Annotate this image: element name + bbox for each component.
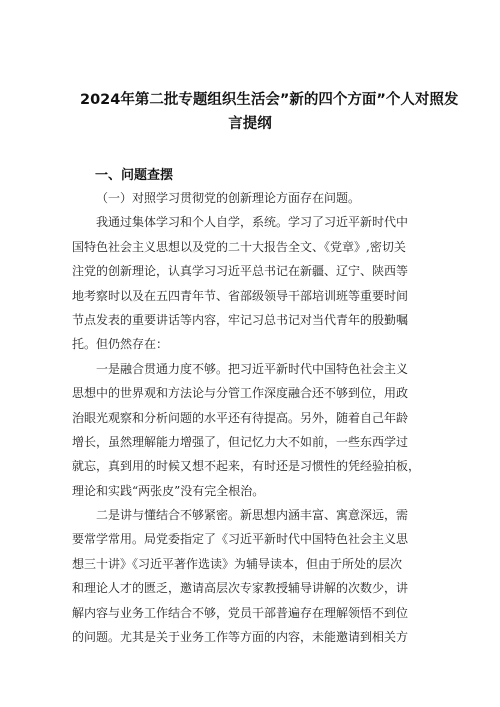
paragraph-line: 我通过集体学习和个人自学，系统。学习了习近平新时代中 bbox=[96, 215, 409, 230]
paragraph-line: 托。但仍然存在： bbox=[72, 337, 169, 352]
paragraph-line: 节点发表的重要讲话等内容，牢记习总书记对当代青年的殷勤嘱 bbox=[72, 312, 409, 327]
document-body bbox=[72, 186, 432, 649]
paragraph-line: 注党的创新理论，认真学习习近平总书记在新疆、辽宁、陕西等 bbox=[72, 264, 409, 279]
paragraph-line: 二是讲与懂结合不够紧密。新思想内涵丰富、寓意深远，需 bbox=[96, 508, 409, 523]
subsection-heading: （一）对照学习贯彻党的创新理论方面存在问题。 bbox=[96, 191, 361, 205]
paragraph-line: 解内容与业务工作结合不够，党员干部普遍存在理解领悟不到位 bbox=[72, 605, 409, 620]
paragraph-line: 增长，虽然理解能力增强了，但记忆力大不如前，一些东西学过 bbox=[72, 434, 409, 449]
paragraph-line: 治眼光观察和分析问题的水平还有待提高。另外，随着自己年龄 bbox=[72, 410, 409, 425]
paragraph-line: 想三十讲》《习近平著作选读》为辅导读本，但由于所处的层次 bbox=[72, 556, 403, 571]
paragraph-line: 的问题。尤其是关于业务工作等方面的内容，未能邀请到相关方 bbox=[72, 630, 409, 645]
title-line-2: 言提纲 bbox=[228, 116, 272, 132]
paragraph-line: 要常学常用。局党委指定了《习近平新时代中国特色社会主义思 bbox=[72, 532, 409, 547]
paragraph-line: 思想中的世界观和方法论与分管工作深度融合还不够到位，用政 bbox=[72, 386, 409, 401]
paragraph-line: 就忘，真到用的时候又想不起来，有时还是习惯性的凭经验拍板， bbox=[72, 459, 421, 474]
title-line-1: 2024年第二批专题组织生活会”新的四个方面”个人对照发 bbox=[80, 92, 459, 108]
paragraph-line: 一是融合贯通力度不够。把习近平新时代中国特色社会主义 bbox=[96, 361, 409, 376]
document-title bbox=[80, 88, 459, 136]
section-heading: 一、问题查摆 bbox=[95, 168, 174, 183]
paragraph-line: 地考察时以及在五四青年节、省部级领导干部培训班等重要时间 bbox=[72, 288, 409, 303]
paragraph-line: 和理论人才的匮乏，邀请高层次专家教授辅导讲解的次数少，讲 bbox=[72, 581, 409, 596]
paragraph-line: 理论和实践“两张皮”没有完全根治。 bbox=[72, 483, 265, 498]
paragraph-line: 国特色社会主义思想以及党的二十大报告全文、《党章》,密切关 bbox=[72, 239, 406, 254]
